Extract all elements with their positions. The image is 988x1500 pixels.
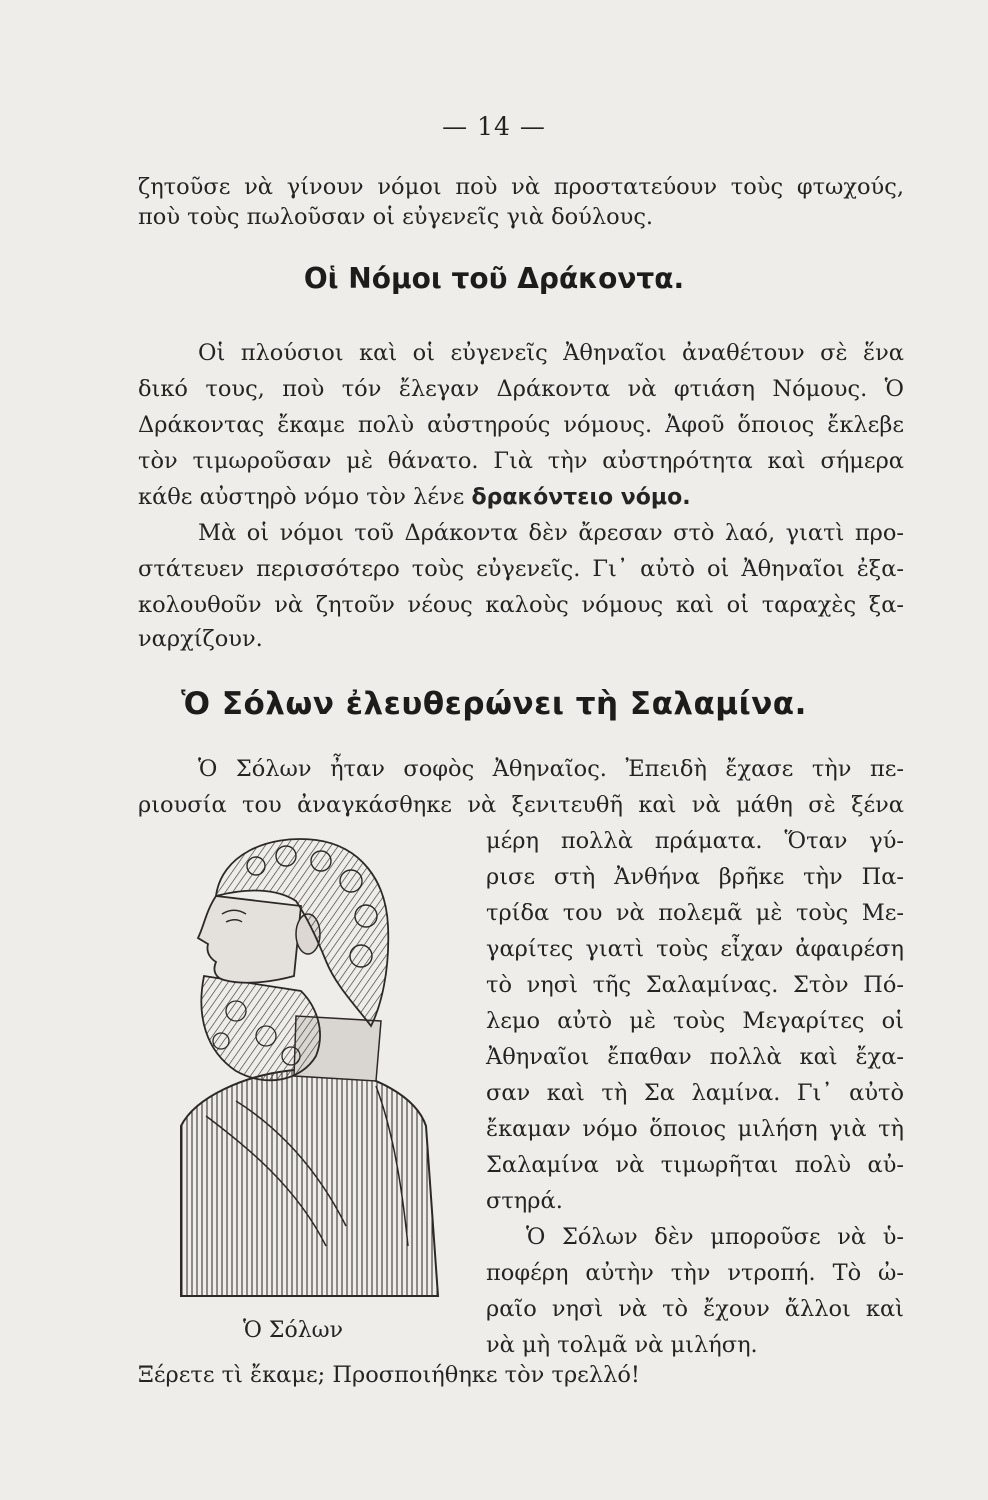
portrait-caption: Ὁ Σόλων (243, 1318, 343, 1343)
intro-line-1: ζητοῦσε νὰ γίνουν νόμοι ποὺ νὰ προστατεύουν τοὺς φτωχούς, (138, 174, 904, 200)
column-line-7: Ἀθηναῖοι ἔπαθαν πολλὰ καὶ ἔχα- (486, 1044, 904, 1070)
column-line-2: ρισε στὴ Ἀνθήνα βρῆκε τὴν Πα- (486, 864, 904, 890)
heading-solon-salamis: Ὁ Σόλων ἐλευθερώνει τὴ Σαλαμίνα. (181, 686, 807, 722)
column-line-13: ποφέρη αὐτὴν τὴν ντροπή. Τὸ ὠ- (486, 1260, 904, 1286)
column-line-10: Σαλαμίνα νὰ τιμωρῆται πολὺ αὐ- (486, 1152, 904, 1178)
section1-line-4: τὸν τιμωροῦσαν μὲ θάνατο. Γιὰ τὴν αὐστηρότητα καὶ σήμερα (138, 448, 904, 474)
column-line-4: γαρίτες γιατὶ τοὺς εἶχαν ἀφαιρέση (486, 936, 904, 962)
section1-line-5-text: κάθε αὐστηρὸ νόμο τὸν λένε (138, 484, 472, 510)
column-line-15: νὰ μὴ τολμᾶ νὰ μιλήση. (486, 1332, 758, 1358)
column-line-12: Ὁ Σόλων δὲν μποροῦσε νὰ ὑ- (526, 1224, 904, 1250)
column-line-3: τρίδα του νὰ πολεμᾶ μὲ τοὺς Με- (486, 900, 904, 926)
column-line-6: λεμο αὐτὸ μὲ τοὺς Μεγαρίτες οἱ (486, 1008, 904, 1034)
section1b-line-3: κολουθοῦν νὰ ζητοῦν νέους καλοὺς νόμους καὶ οἱ ταραχὲς ξα- (138, 592, 904, 618)
section1b-line-2: στάτευεν περισσότερο τοὺς εὐγενεῖς. Γι᾿ αὐτὸ οἱ Ἀθηναῖοι ἐξα- (138, 556, 904, 582)
section2-line-1: Ὁ Σόλων ἦταν σοφὸς Ἀθηναῖος. Ἐπειδὴ ἔχασε τὴν πε- (198, 756, 904, 782)
column-line-11: στηρά. (486, 1188, 563, 1214)
column-line-8: σαν καὶ τὴ Σα λαμίνα. Γι᾿ αὐτὸ (486, 1080, 904, 1106)
solon-bust-illustration (176, 826, 476, 1326)
closing-line: Ξέρετε τὶ ἔκαμε; Προσποιήθηκε τὸν τρελλό! (138, 1362, 640, 1388)
section1-line-5 (138, 482, 691, 513)
column-line-9: ἔκαμαν νόμο ὅποιος μιλήση γιὰ τὴ (486, 1116, 904, 1142)
section1b-line-1: Μὰ οἱ νόμοι τοῦ Δράκοντα δὲν ἄρεσαν στὸ λαό, γιατὶ προ- (198, 520, 904, 546)
section2-line-2: ριουσία του ἀναγκάσθηκε νὰ ξενιτευθῆ καὶ νὰ μάθη σὲ ξένα (138, 792, 904, 818)
draconian-law-term: δρακόντειο νόμο. (471, 485, 691, 510)
section1-line-1: Οἱ πλούσιοι καὶ οἱ εὐγενεῖς Ἀθηναῖοι ἀναθέτουν σὲ ἕνα (198, 340, 904, 366)
column-line-1: μέρη πολλὰ πράματα. Ὅταν γύ- (486, 828, 904, 854)
section1-line-3: Δράκοντας ἔκαμε πολὺ αὐστηρούς νόμους. Ἀφοῦ ὅποιος ἔκλεβε (138, 412, 904, 438)
page-number: — 14 — (442, 112, 546, 141)
column-line-14: ραῖο νησὶ νὰ τὸ ἔχουν ἄλλοι καὶ (486, 1296, 904, 1322)
heading-drakon-laws: Οἱ Νόμοι τοῦ Δράκοντα. (303, 262, 685, 295)
section1b-line-4: ναρχίζουν. (138, 626, 263, 652)
intro-line-2: ποὺ τοὺς πωλοῦσαν οἱ εὐγενεῖς γιὰ δούλους. (138, 204, 654, 230)
column-line-5: τὸ νησὶ τῆς Σαλαμίνας. Στὸν Πό- (486, 972, 904, 998)
section1-line-2: δικό τους, ποὺ τόν ἔλεγαν Δράκοντα νὰ φτιάση Νόμους. Ὁ (138, 376, 904, 402)
